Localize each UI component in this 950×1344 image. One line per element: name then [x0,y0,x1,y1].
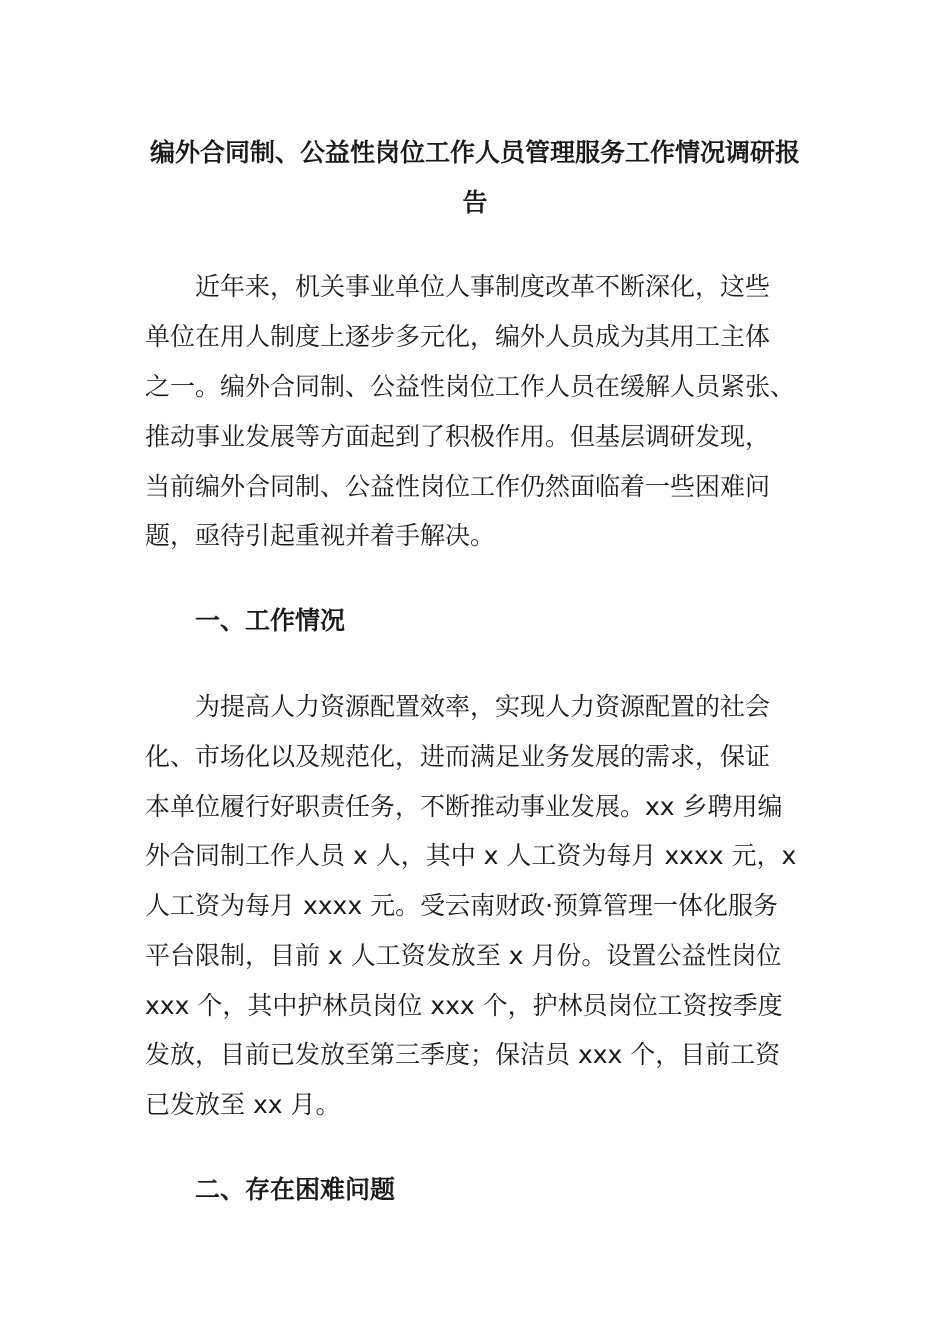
section1-line: 化、市场化以及规范化，进而满足业务发展的需求，保证 [145,742,771,771]
section1-line: 发放，目前已发放至第三季度；保洁员 xxx 个，目前工资 [145,1040,781,1069]
section1-line: 外合同制工作人员 x 人，其中 x 人工资为每月 xxxx 元，x [145,841,797,870]
section1-line: 平台限制，目前 x 人工资发放至 x 月份。设置公益性岗位 [145,941,782,970]
section-heading-difficulties: 二、存在困难问题 [195,1175,396,1204]
intro-line: 当前编外合同制、公益性岗位工作仍然面临着一些困难问 [145,472,771,501]
section1-line: 本单位履行好职责任务，不断推动事业发展。xx 乡聘用编 [145,792,783,821]
document-title: 编外合同制、公益性岗位工作人员管理服务工作情况调研报告 [149,138,800,217]
section1-line: 为提高人力资源配置效率，实现人力资源配置的社会 [145,692,771,721]
intro-line: 单位在用人制度上逐步多元化，编外人员成为其用工主体 [145,322,771,351]
intro-line: 推动事业发展等方面起到了积极作用。但基层调研发现， [145,422,771,451]
intro-line: 近年来，机关事业单位人事制度改革不断深化，这些 [145,272,771,301]
intro-line: 题，亟待引起重视并着手解决。 [145,521,496,550]
section1-line: 人工资为每月 xxxx 元。受云南财政·预算管理一体化服务 [145,891,779,920]
section1-line: xxx 个，其中护林员岗位 xxx 个，护林员岗位工资按季度 [145,991,783,1020]
section-heading-work-status: 一、工作情况 [195,606,346,635]
section1-line: 已发放至 xx 月。 [145,1090,341,1119]
intro-line: 之一。编外合同制、公益性岗位工作人员在缓解人员紧张、 [145,372,796,401]
